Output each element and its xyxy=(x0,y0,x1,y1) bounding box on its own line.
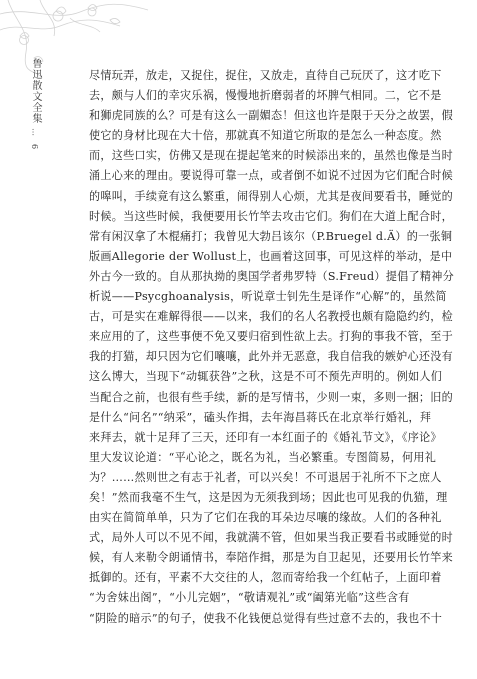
text-line: 时候。当这些时候，我便要用长竹竿去攻击它们。狗们在大道上配合时， xyxy=(89,209,453,223)
text-line: “阴险的暗示”的句子，使我不化钱便总觉得有些过意不去的，我也不十 xyxy=(89,611,443,625)
running-header xyxy=(28,58,42,151)
text-line: 来拜去，就十足拜了三天，还印有一本红面子的《婚礼节文》，《序论》 xyxy=(89,430,442,444)
body-text xyxy=(89,66,454,629)
text-line: 当配合之前，也很有些手续，新的是写情书，少则一束，多则一捆；旧的 xyxy=(89,390,453,404)
text-line: 常有闲汉拿了木棍痛打；我曾见大勃吕该尔（P.Bruegel d.Ä）的一张铜 xyxy=(89,229,453,243)
text-line: 和狮虎同族的么？可是有这么一副媚态！但这也许是限于天分之故罢，假 xyxy=(89,109,453,123)
text-line: 里大发议论道：“平心论之，既名为礼，当必繁重。专图简易，何用礼 xyxy=(89,450,437,464)
text-line: 的嗥叫，手续竟有这么繁重，闹得别人心烦，尤其是夜间要看书，睡觉的 xyxy=(89,189,453,203)
text-line: 而，这些口实，仿佛又是现在提起笔来的时候添出来的，虽然也像是当时 xyxy=(89,149,453,163)
text-line: 涌上心来的理由。要说得可靠一点，或者倒不如说不过因为它们配合时候 xyxy=(89,169,453,183)
text-line: 使它的身材比现在大十倍，那就真不知道它所取的是怎么一种态度。然 xyxy=(89,129,442,143)
page-number: 6 xyxy=(30,143,40,150)
text-line: 为？……然则世之有志于礼者，可以兴矣！不可退居于礼所不下之庶人 xyxy=(89,470,442,484)
text-line: 我的打猫，却只因为它们嚷嚷，此外并无恶意，我自信我的嫉妒心还没有 xyxy=(89,350,453,364)
text-line: 古，可是实在难解得很——以来，我们的名人名教授也颇有隐隐约约，检 xyxy=(89,310,453,324)
text-line: 析说——Psycghoanalysis，听说章士钊先生是译作“心解”的，虽然简 xyxy=(89,290,447,304)
text-line: 式，局外人可以不见不闻，我就满不管，但如果当我正要看书或睡觉的时 xyxy=(89,531,453,545)
text-line: “为舍妹出阁”，“小儿完姻”，“敬请观礼”或“阖第光临”这些含有 xyxy=(89,591,410,605)
text-line: 抵御的。还有，平素不大交往的人，忽而寄给我一个红帖子，上面印着 xyxy=(89,571,442,585)
text-line: 这么博大，当现下“动辄获咎”之秋，这是不可不预先声明的。例如人们 xyxy=(89,370,443,384)
text-line: 候，有人来勒令朗诵情书，奉陪作揖，那是为自卫起见，还要用长竹竿来 xyxy=(89,551,453,565)
text-line: 外古今一致的。自从那执拗的奥国学者弗罗特（S.Freud）提倡了精神分 xyxy=(89,269,454,283)
text-line: 是什么“问名”“纳采”，磕头作揖，去年海昌蒋氏在北京举行婚礼，拜 xyxy=(89,410,432,424)
text-line: 来应用的了，这些事便不免又要归宿到性欲上去。打狗的事我不管，至于 xyxy=(89,330,453,344)
text-line: 由实在简简单单，只为了它们在我的耳朵边尽嚷的缘故。人们的各种礼 xyxy=(89,511,442,525)
text-line: 版画Allegorie der Wollust上，也画着这回事，可见这样的举动，是中 xyxy=(89,249,453,263)
header-separator: … xyxy=(30,128,40,136)
book-title: 鲁迅散文全集 xyxy=(30,58,41,124)
text-line: 去，颇与人们的幸灾乐祸，慢慢地折磨弱者的坏脾气相同。二，它不是 xyxy=(89,89,442,103)
text-line: 矣！”然而我毫不生气，这是因为无须我到场；因此也可见我的仇猫，理 xyxy=(89,490,448,504)
text-line: 尽情玩弄，放走，又捉住，捉住，又放走，直待自己玩厌了，这才吃下 xyxy=(89,69,442,82)
